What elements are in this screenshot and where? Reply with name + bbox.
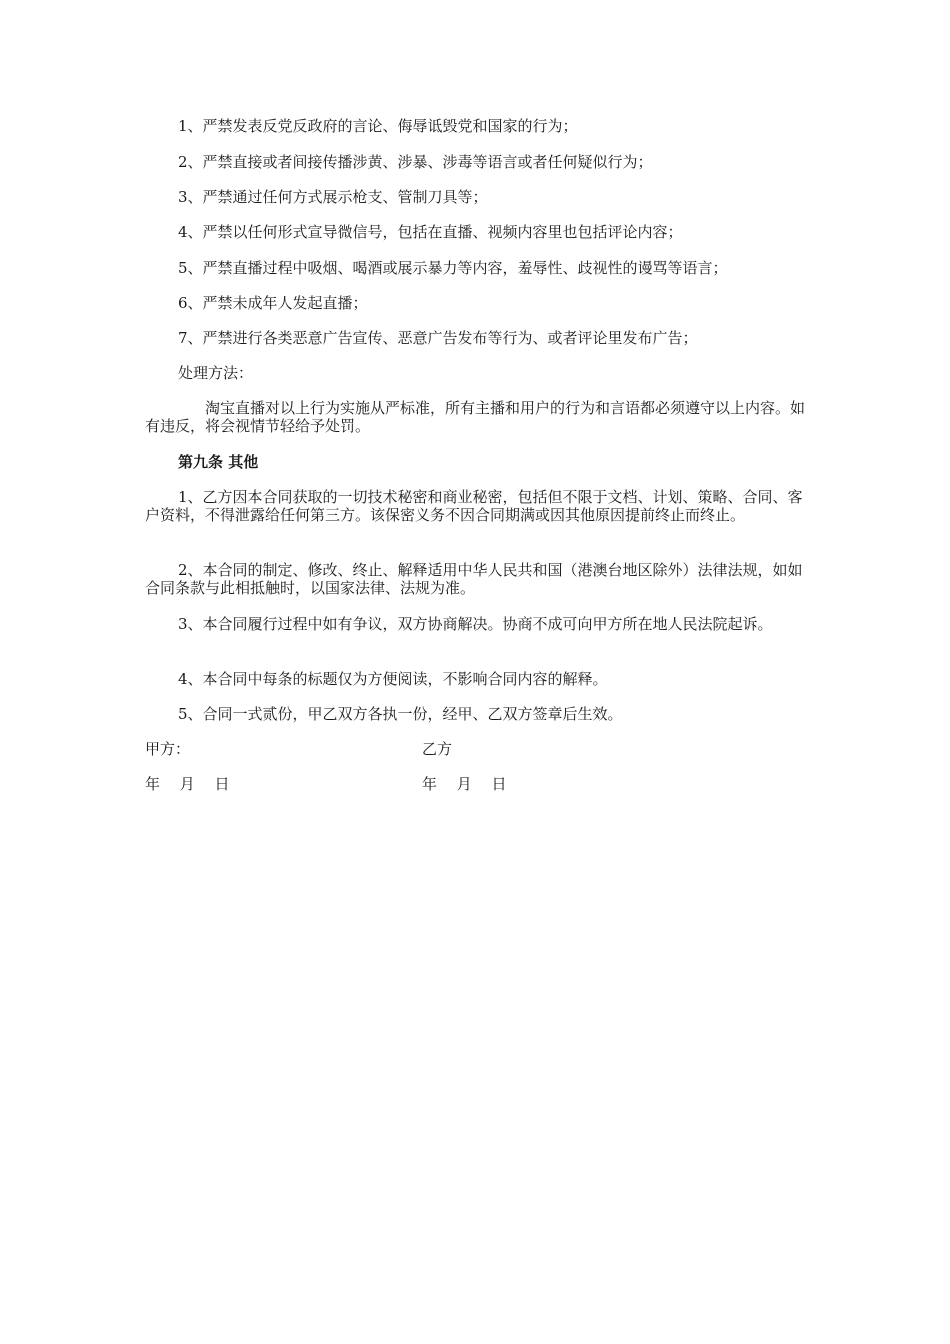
rule-2: 2、严禁直接或者间接传播涉黄、涉暴、涉毒等语言或者任何疑似行为； (178, 153, 653, 171)
rule-4: 4、严禁以任何形式宣导微信号，包括在直播、视频内容里也包括评论内容； (178, 223, 683, 241)
article-9-item-2: 2、本合同的制定、修改、终止、解释适用中华人民共和国（港澳台地区除外）法律法规，如如合同条款与此相抵触时，以国家法律、法规为准。 (145, 561, 803, 597)
signature-row (145, 740, 810, 758)
rule-6: 6、严禁未成年人发起直播； (178, 294, 368, 312)
rule-3: 3、严禁通过任何方式展示枪支、管制刀具等； (178, 188, 488, 206)
party-b-date: 年 月 日 (422, 775, 507, 793)
date-row (145, 775, 810, 793)
handling-label: 处理方法： (178, 364, 254, 382)
rule-7: 7、严禁进行各类恶意广告宣传、恶意广告发布等行为、或者评论里发布广告； (178, 329, 698, 347)
article-9-item-4: 4、本合同中每条的标题仅为方便阅读，不影响合同内容的解释。 (178, 670, 608, 688)
party-a-label: 甲方： (145, 740, 191, 758)
article-9-title: 第九条 其他 (178, 453, 259, 471)
handling-text: 淘宝直播对以上行为实施从严标准，所有主播和用户的行为和言语都必须遵守以上内容。如有违反，将会视情节轻给予处罚。 (145, 399, 806, 435)
party-b-label: 乙方 (422, 740, 453, 758)
article-9-item-5: 5、合同一式贰份，甲乙双方各执一份，经甲、乙双方签章后生效。 (178, 705, 623, 723)
document-page (145, 0, 810, 1344)
party-a-date: 年 月 日 (145, 775, 230, 793)
article-9-item-1: 1、乙方因本合同获取的一切技术秘密和商业秘密，包括但不限于文档、计划、策略、合同、客户资料，不得泄露给任何第三方。该保密义务不因合同期满或因其他原因提前终止而终止。 (145, 488, 803, 524)
rule-5: 5、严禁直播过程中吸烟、喝酒或展示暴力等内容，羞辱性、歧视性的谩骂等语言； (178, 259, 728, 277)
rule-1: 1、严禁发表反党反政府的言论、侮辱诋毁党和国家的行为； (178, 117, 578, 135)
article-9-item-3: 3、本合同履行过程中如有争议，双方协商解决。协商不成可向甲方所在地人民法院起诉。 (178, 615, 773, 633)
